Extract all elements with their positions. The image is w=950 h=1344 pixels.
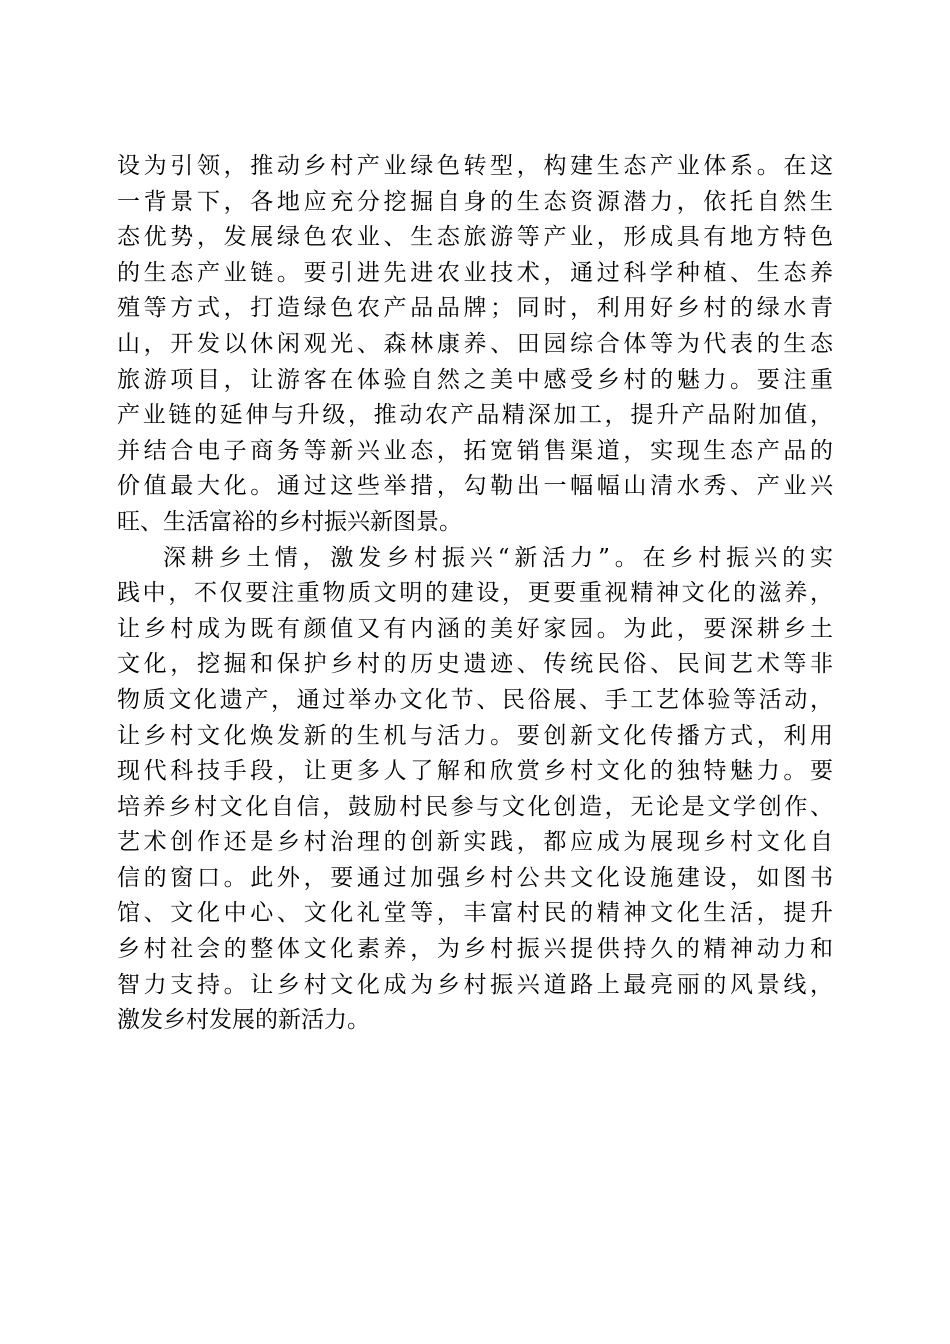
- paragraph-line: 旅游项目，让游客在体验自然之美中感受乡村的魅力。要注重: [117, 366, 833, 393]
- paragraph-line: 并结合电子商务等新兴业态，拓宽销售渠道，实现生态产品的: [117, 437, 833, 464]
- paragraph-line: 践中，不仅要注重物质文明的建设，更要重视精神文化的滋养，: [117, 580, 833, 607]
- paragraph-line: 设为引领，推动乡村产业绿色转型，构建生态产业体系。在这: [117, 153, 833, 179]
- paragraph-line: 现代科技手段，让更多人了解和欣赏乡村文化的独特魅力。要: [117, 758, 833, 785]
- paragraph-line: 乡村社会的整体文化素养，为乡村振兴提供持久的精神动力和: [117, 936, 833, 963]
- paragraph-line: 深耕乡土情，激发乡村振兴“新活力”。在乡村振兴的实: [163, 544, 833, 571]
- paragraph-line: 价值最大化。通过这些举措，勾勒出一幅幅山清水秀、产业兴: [117, 473, 833, 500]
- paragraph-1: [117, 149, 833, 541]
- paragraph-line: 智力支持。让乡村文化成为乡村振兴道路上最亮丽的风景线，: [117, 971, 833, 998]
- paragraph-line: 物质文化遗产，通过举办文化节、民俗展、手工艺体验等活动，: [117, 686, 833, 713]
- paragraph-line: 一背景下，各地应充分挖掘自身的生态资源潜力，依托自然生: [117, 188, 833, 215]
- paragraph-line: 让乡村成为既有颜值又有内涵的美好家园。为此，要深耕乡土: [117, 615, 833, 642]
- paragraph-line: 激发乡村发展的新活力。: [117, 1007, 370, 1034]
- document-body: [117, 149, 833, 1039]
- paragraph-line: 态优势，发展绿色农业、生态旅游等产业，形成具有地方特色: [117, 224, 833, 251]
- paragraph-line: 山，开发以休闲观光、森林康养、田园综合体等为代表的生态: [117, 330, 833, 357]
- paragraph-line: 的生态产业链。要引进先进农业技术，通过科学种植、生态养: [117, 259, 833, 286]
- paragraph-2: [117, 541, 833, 1039]
- paragraph-line: 培养乡村文化自信，鼓励村民参与文化创造，无论是文学创作、: [117, 793, 833, 820]
- paragraph-line: 产业链的延伸与升级，推动农产品精深加工，提升产品附加值，: [117, 402, 833, 429]
- paragraph-line: 艺术创作还是乡村治理的创新实践，都应成为展现乡村文化自: [117, 829, 833, 856]
- paragraph-line: 旺、生活富裕的乡村振兴新图景。: [117, 508, 462, 535]
- paragraph-line: 信的窗口。此外，要通过加强乡村公共文化设施建设，如图书: [117, 864, 833, 891]
- paragraph-line: 殖等方式，打造绿色农产品品牌；同时，利用好乡村的绿水青: [117, 295, 833, 322]
- paragraph-line: 让乡村文化焕发新的生机与活力。要创新文化传播方式，利用: [117, 722, 833, 749]
- paragraph-line: 馆、文化中心、文化礼堂等，丰富村民的精神文化生活，提升: [117, 900, 833, 927]
- paragraph-line: 文化，挖掘和保护乡村的历史遗迹、传统民俗、民间艺术等非: [117, 651, 833, 678]
